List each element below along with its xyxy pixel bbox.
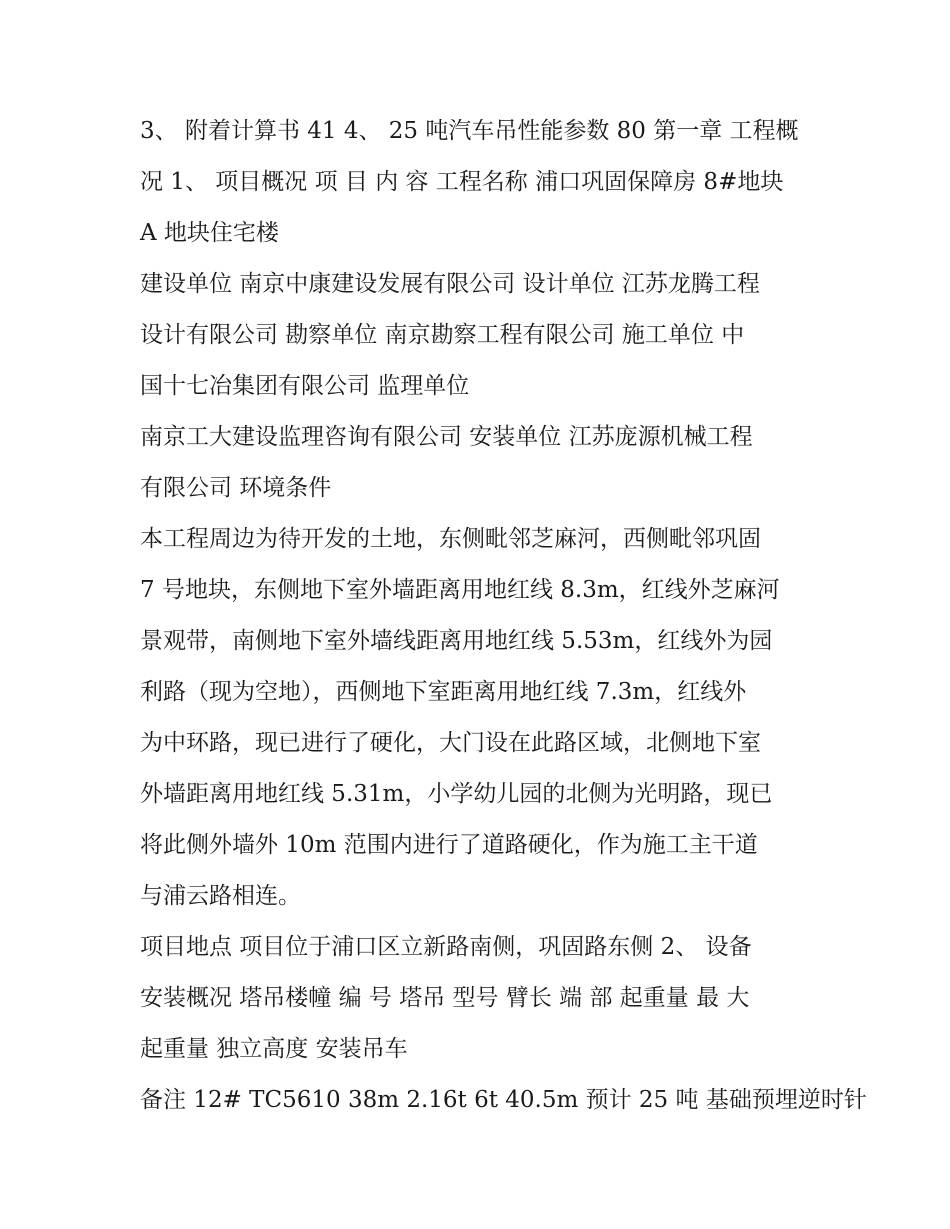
paragraph-supervision-installation <box>140 412 820 514</box>
text-line: 为中环路，现已进行了硬化，大门设在此路区域，北侧地下室 <box>140 730 761 756</box>
text-line: 国十七冶集团有限公司 监理单位 <box>140 373 470 399</box>
text-line: A 地块住宅楼 <box>140 220 279 246</box>
text-line: 起重量 独立高度 安装吊车 <box>140 1036 408 1062</box>
text-line: 项目地点 项目位于浦口区立新路南侧，巩固路东侧 2、 设备 <box>140 934 752 960</box>
text-line: 本工程周边为待开发的土地，东侧毗邻芝麻河，西侧毗邻巩固 <box>140 526 761 552</box>
text-line: 安装概况 塔吊楼幢 编 号 塔吊 型号 臂长 端 部 起重量 最 大 <box>140 985 750 1011</box>
text-line: 利路（现为空地），西侧地下室距离用地红线 7.3m，红线外 <box>140 679 747 705</box>
paragraph-location-and-equipment <box>140 922 820 1075</box>
text-line: 3、 附着计算书 41 4、 25 吨汽车吊性能参数 80 第一章 工程概 <box>140 118 799 144</box>
text-line: 备注 12# TC5610 38m 2.16t 6t 40.5m 预计 25 吨 基础预埋逆时针 <box>140 1087 867 1113</box>
paragraph-units <box>140 259 820 412</box>
text-line: 与浦云路相连。 <box>140 883 301 909</box>
text-line: 外墙距离用地红线 5.31m，小学幼儿园的北侧为光明路，现已 <box>140 781 773 807</box>
text-line: 设计有限公司 勘察单位 南京勘察工程有限公司 施工单位 中 <box>140 322 745 348</box>
text-line: 有限公司 环境条件 <box>140 475 332 501</box>
text-line: 南京工大建设监理咨询有限公司 安装单位 江苏庞源机械工程 <box>140 424 753 450</box>
paragraph-remarks <box>140 1075 867 1126</box>
document-body <box>140 106 867 1126</box>
paragraph-environment <box>140 514 820 922</box>
text-line: 建设单位 南京中康建设发展有限公司 设计单位 江苏龙腾工程 <box>140 271 760 297</box>
paragraph-contents-and-overview <box>140 106 820 259</box>
text-line: 况 1、 项目概况 项 目 内 容 工程名称 浦口巩固保障房 8#地块 <box>140 169 784 195</box>
text-line: 将此侧外墙外 10m 范围内进行了道路硬化，作为施工主干道 <box>140 832 758 858</box>
text-line: 景观带，南侧地下室外墙线距离用地红线 5.53m，红线外为园 <box>140 628 773 654</box>
text-line: 7 号地块，东侧地下室外墙距离用地红线 8.3m，红线外芝麻河 <box>140 577 780 603</box>
